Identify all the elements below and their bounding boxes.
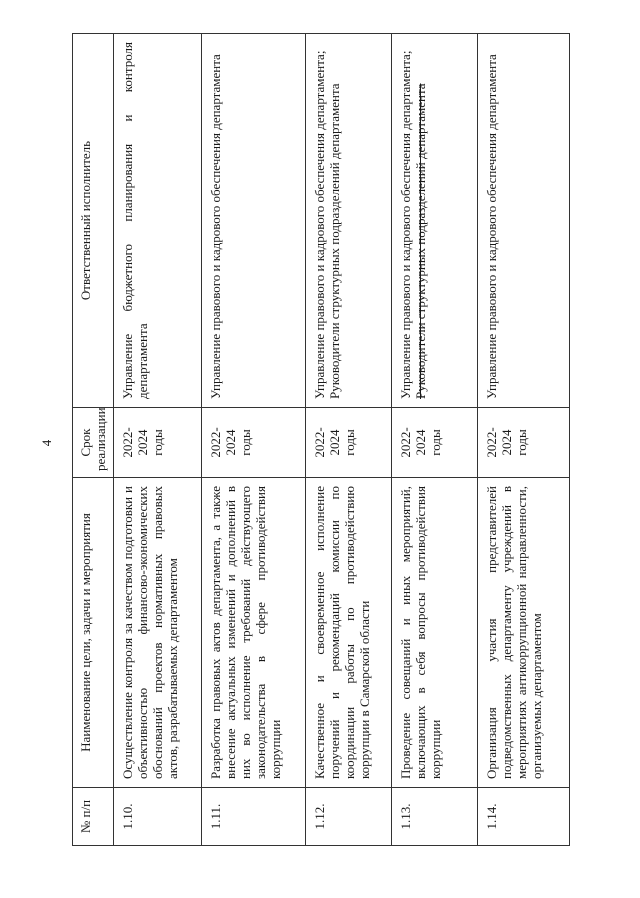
table-row [306,34,392,846]
row-term: 2022-2024 годы [202,408,306,478]
row-num: 1.11. [202,788,306,846]
row-responsible [306,34,392,408]
row-responsible-line: Управление правового и кадрового обеспечения департамента; [398,50,413,399]
table-row [478,34,570,846]
table-header-row [73,34,114,846]
row-name: Проведение совещаний и иных мероприятий, включающих в себя вопросы противодействия коррупции [392,478,478,788]
row-responsible: Управление правового и кадрового обеспечения департамента [202,34,306,408]
page-number: 4 [39,439,54,447]
row-term: 2022-2024 годы [114,408,202,478]
header-num: № п/п [73,788,114,846]
row-responsible-line: Руководители структурных подразделений департамента [327,83,342,399]
table-row [202,34,306,846]
row-name: Разработка правовых актов департамента, а также внесение актуальных изменений и дополнений в них во исполнение требований действующего законодательства в сфере противодействия коррупции [202,478,306,788]
row-num: 1.14. [478,788,570,846]
row-responsible: Управление бюджетного планирования и контроля департамента [114,34,202,408]
row-term: 2022-2024 годы [478,408,570,478]
header-term: Срок реализации [73,408,114,478]
row-name: Осуществление контроля за качеством подготовки и объективностью финансово-экономических обоснований проектов нормативных правовых актов, разрабатываемых департаментом [114,478,202,788]
row-num: 1.10. [114,788,202,846]
row-term: 2022-2024 годы [306,408,392,478]
row-num: 1.13. [392,788,478,846]
action-plan-table [72,33,570,846]
row-name: Организация участия представителей подведомственных департаменту учреждений в мероприятиях антикоррупционной направленности, организуемых департаментом [478,478,570,788]
table-row [392,34,478,846]
row-num: 1.12. [306,788,392,846]
row-term: 2022-2024 годы [392,408,478,478]
header-responsible: Ответственный исполнитель [73,34,114,408]
row-responsible [392,34,478,408]
row-responsible-line: Руководители структурных подразделений департамента [413,83,428,399]
table-row [114,34,202,846]
row-responsible-line: Управление правового и кадрового обеспечения департамента; [312,50,327,399]
row-name: Качественное и своевременное исполнение поручений и рекомендаций комиссии по координации работы по противодействию коррупции в Самарской области [306,478,392,788]
row-responsible: Управление правового и кадрового обеспечения департамента [478,34,570,408]
header-name: Наименование цели, задачи и мероприятия [73,478,114,788]
